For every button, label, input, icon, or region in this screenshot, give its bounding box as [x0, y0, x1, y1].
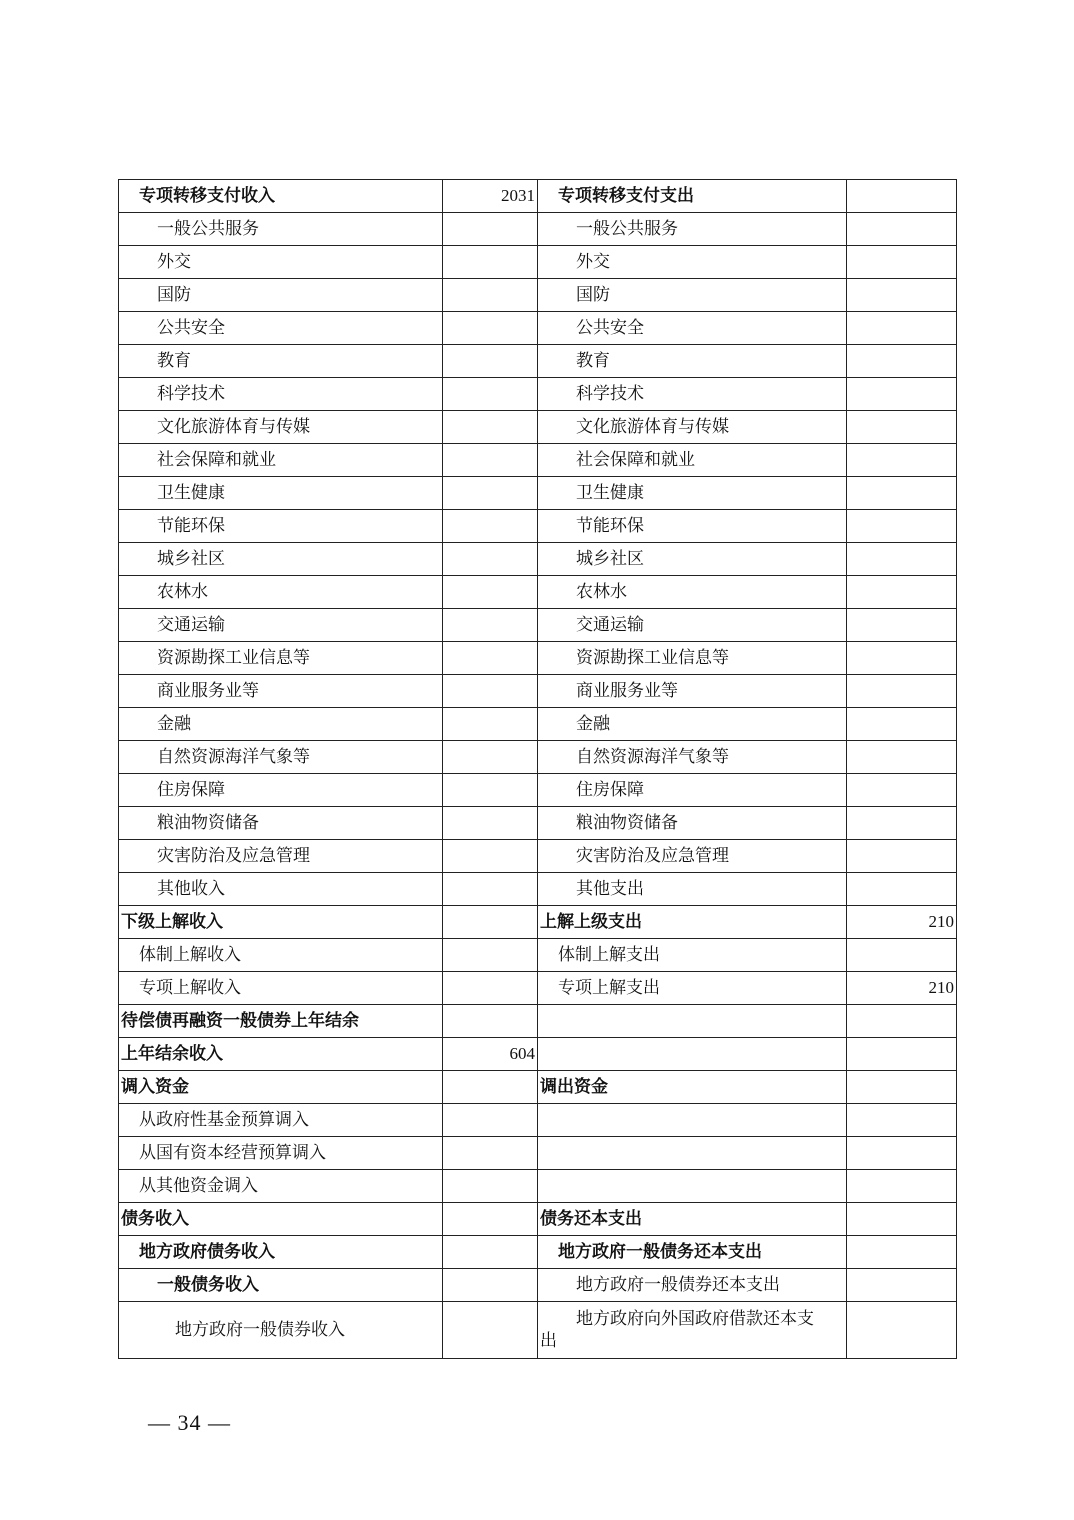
income-item-value	[443, 1170, 538, 1203]
expenditure-item-label: 一般公共服务	[538, 213, 847, 246]
income-item-value	[443, 609, 538, 642]
income-item-value	[443, 807, 538, 840]
table-row	[119, 807, 957, 840]
expenditure-item-label	[538, 1104, 847, 1137]
table-row	[119, 1104, 957, 1137]
expenditure-item-label: 粮油物资储备	[538, 807, 847, 840]
table-row	[119, 1302, 957, 1359]
expenditure-item-label: 专项转移支付支出	[538, 180, 847, 213]
expenditure-item-value	[847, 1203, 957, 1236]
expenditure-item-label: 住房保障	[538, 774, 847, 807]
expenditure-item-label: 上解上级支出	[538, 906, 847, 939]
table-row	[119, 972, 957, 1005]
income-item-label: 交通运输	[119, 609, 443, 642]
table-row	[119, 939, 957, 972]
table-row	[119, 345, 957, 378]
income-item-label: 从其他资金调入	[119, 1170, 443, 1203]
expenditure-item-value	[847, 642, 957, 675]
expenditure-item-label	[538, 1038, 847, 1071]
expenditure-item-label	[538, 1302, 847, 1359]
income-item-value	[443, 213, 538, 246]
expenditure-item-value: 210	[847, 972, 957, 1005]
expenditure-item-value	[847, 840, 957, 873]
income-item-label: 国防	[119, 279, 443, 312]
expenditure-item-value	[847, 411, 957, 444]
expenditure-item-label: 国防	[538, 279, 847, 312]
expenditure-item-value: 210	[847, 906, 957, 939]
income-item-label: 灾害防治及应急管理	[119, 840, 443, 873]
expenditure-item-label: 外交	[538, 246, 847, 279]
expenditure-item-value	[847, 1236, 957, 1269]
table-row	[119, 180, 957, 213]
income-item-value	[443, 510, 538, 543]
expenditure-item-value	[847, 213, 957, 246]
table-row	[119, 906, 957, 939]
table-row	[119, 708, 957, 741]
expenditure-item-label: 城乡社区	[538, 543, 847, 576]
budget-table	[118, 179, 957, 1359]
income-item-label: 地方政府一般债券收入	[119, 1302, 443, 1359]
expenditure-item-label: 教育	[538, 345, 847, 378]
income-item-value	[443, 972, 538, 1005]
table-row	[119, 576, 957, 609]
expenditure-item-label: 自然资源海洋气象等	[538, 741, 847, 774]
expenditure-item-value	[847, 741, 957, 774]
expenditure-item-value	[847, 939, 957, 972]
income-item-label: 体制上解收入	[119, 939, 443, 972]
table-row	[119, 444, 957, 477]
income-item-label: 从政府性基金预算调入	[119, 1104, 443, 1137]
income-item-label: 卫生健康	[119, 477, 443, 510]
expenditure-item-label: 其他支出	[538, 873, 847, 906]
table-row	[119, 741, 957, 774]
expenditure-item-value	[847, 873, 957, 906]
table-row	[119, 1137, 957, 1170]
income-item-value	[443, 312, 538, 345]
expenditure-item-value	[847, 675, 957, 708]
expenditure-item-value	[847, 576, 957, 609]
table-row	[119, 213, 957, 246]
expenditure-item-label: 债务还本支出	[538, 1203, 847, 1236]
income-item-value	[443, 1071, 538, 1104]
income-item-label: 教育	[119, 345, 443, 378]
income-item-label: 上年结余收入	[119, 1038, 443, 1071]
table-row	[119, 840, 957, 873]
expenditure-item-label: 节能环保	[538, 510, 847, 543]
table-row	[119, 675, 957, 708]
income-item-value: 604	[443, 1038, 538, 1071]
income-item-value: 2031	[443, 180, 538, 213]
expenditure-item-value	[847, 246, 957, 279]
income-item-label: 专项上解收入	[119, 972, 443, 1005]
expenditure-item-label: 资源勘探工业信息等	[538, 642, 847, 675]
income-item-value	[443, 246, 538, 279]
expenditure-item-value	[847, 543, 957, 576]
income-item-value	[443, 543, 538, 576]
income-item-label: 自然资源海洋气象等	[119, 741, 443, 774]
table-row	[119, 1170, 957, 1203]
income-item-label: 农林水	[119, 576, 443, 609]
income-item-value	[443, 477, 538, 510]
income-item-value	[443, 279, 538, 312]
expenditure-item-value	[847, 345, 957, 378]
table-row	[119, 1236, 957, 1269]
expenditure-item-label: 公共安全	[538, 312, 847, 345]
expenditure-item-value	[847, 1137, 957, 1170]
table-row	[119, 279, 957, 312]
expenditure-item-value	[847, 1104, 957, 1137]
expenditure-item-label: 交通运输	[538, 609, 847, 642]
income-item-label: 从国有资本经营预算调入	[119, 1137, 443, 1170]
income-item-label: 住房保障	[119, 774, 443, 807]
income-item-value	[443, 741, 538, 774]
income-item-value	[443, 378, 538, 411]
expenditure-item-label: 灾害防治及应急管理	[538, 840, 847, 873]
expenditure-item-value	[847, 609, 957, 642]
expenditure-item-label-line1: 地方政府向外国政府借款还本支	[576, 1309, 814, 1329]
expenditure-item-value	[847, 774, 957, 807]
table-row	[119, 378, 957, 411]
income-item-label: 社会保障和就业	[119, 444, 443, 477]
income-item-value	[443, 840, 538, 873]
expenditure-item-value	[847, 1071, 957, 1104]
expenditure-item-label-wrapped	[540, 1308, 844, 1352]
expenditure-item-value	[847, 477, 957, 510]
income-item-value	[443, 939, 538, 972]
income-item-label: 文化旅游体育与传媒	[119, 411, 443, 444]
expenditure-item-value	[847, 378, 957, 411]
income-item-value	[443, 1005, 538, 1038]
income-item-label: 债务收入	[119, 1203, 443, 1236]
expenditure-item-label	[538, 1170, 847, 1203]
expenditure-item-value	[847, 444, 957, 477]
income-item-value	[443, 1203, 538, 1236]
expenditure-item-label: 科学技术	[538, 378, 847, 411]
expenditure-item-label: 地方政府一般债券还本支出	[538, 1269, 847, 1302]
expenditure-item-value	[847, 1170, 957, 1203]
income-item-label: 其他收入	[119, 873, 443, 906]
expenditure-item-label-line2: 出	[540, 1331, 557, 1351]
income-item-label: 城乡社区	[119, 543, 443, 576]
expenditure-item-value	[847, 1269, 957, 1302]
expenditure-item-label: 地方政府一般债务还本支出	[538, 1236, 847, 1269]
income-item-label: 调入资金	[119, 1071, 443, 1104]
expenditure-item-label: 文化旅游体育与传媒	[538, 411, 847, 444]
table-row	[119, 1203, 957, 1236]
income-item-value	[443, 873, 538, 906]
budget-table-body	[119, 180, 957, 1359]
expenditure-item-value	[847, 279, 957, 312]
table-row	[119, 543, 957, 576]
income-item-value	[443, 1269, 538, 1302]
table-row	[119, 774, 957, 807]
expenditure-item-value	[847, 807, 957, 840]
table-row	[119, 609, 957, 642]
expenditure-item-value	[847, 1038, 957, 1071]
table-row	[119, 477, 957, 510]
income-item-label: 科学技术	[119, 378, 443, 411]
expenditure-item-label: 卫生健康	[538, 477, 847, 510]
expenditure-item-value	[847, 312, 957, 345]
income-item-value	[443, 411, 538, 444]
income-item-value	[443, 1137, 538, 1170]
table-row	[119, 312, 957, 345]
expenditure-item-label: 社会保障和就业	[538, 444, 847, 477]
income-item-label: 资源勘探工业信息等	[119, 642, 443, 675]
expenditure-item-label: 体制上解支出	[538, 939, 847, 972]
income-item-value	[443, 708, 538, 741]
expenditure-item-label	[538, 1137, 847, 1170]
expenditure-item-label: 金融	[538, 708, 847, 741]
income-item-value	[443, 642, 538, 675]
income-item-label: 下级上解收入	[119, 906, 443, 939]
income-item-label: 一般债务收入	[119, 1269, 443, 1302]
table-row	[119, 1005, 957, 1038]
expenditure-item-value	[847, 180, 957, 213]
table-row	[119, 246, 957, 279]
page-number: — 34 —	[148, 1410, 231, 1435]
income-item-label: 节能环保	[119, 510, 443, 543]
table-row	[119, 1071, 957, 1104]
income-item-value	[443, 444, 538, 477]
income-item-value	[443, 675, 538, 708]
income-item-label: 公共安全	[119, 312, 443, 345]
expenditure-item-value	[847, 1005, 957, 1038]
income-item-value	[443, 1236, 538, 1269]
expenditure-item-value	[847, 708, 957, 741]
income-item-label: 待偿债再融资一般债券上年结余	[119, 1005, 443, 1038]
table-row	[119, 873, 957, 906]
income-item-value	[443, 576, 538, 609]
income-item-value	[443, 345, 538, 378]
income-item-label: 地方政府债务收入	[119, 1236, 443, 1269]
expenditure-item-label	[538, 1005, 847, 1038]
income-item-label: 粮油物资储备	[119, 807, 443, 840]
expenditure-item-label: 农林水	[538, 576, 847, 609]
income-item-value	[443, 774, 538, 807]
expenditure-item-value	[847, 1302, 957, 1359]
income-item-value	[443, 1302, 538, 1359]
table-row	[119, 411, 957, 444]
income-item-value	[443, 1104, 538, 1137]
expenditure-item-label: 调出资金	[538, 1071, 847, 1104]
income-item-value	[443, 906, 538, 939]
expenditure-item-label: 专项上解支出	[538, 972, 847, 1005]
income-item-label: 金融	[119, 708, 443, 741]
expenditure-item-value	[847, 510, 957, 543]
table-row	[119, 1038, 957, 1071]
table-row	[119, 1269, 957, 1302]
income-item-label: 外交	[119, 246, 443, 279]
table-row	[119, 642, 957, 675]
income-item-label: 一般公共服务	[119, 213, 443, 246]
income-item-label: 专项转移支付收入	[119, 180, 443, 213]
expenditure-item-label: 商业服务业等	[538, 675, 847, 708]
income-item-label: 商业服务业等	[119, 675, 443, 708]
table-row	[119, 510, 957, 543]
